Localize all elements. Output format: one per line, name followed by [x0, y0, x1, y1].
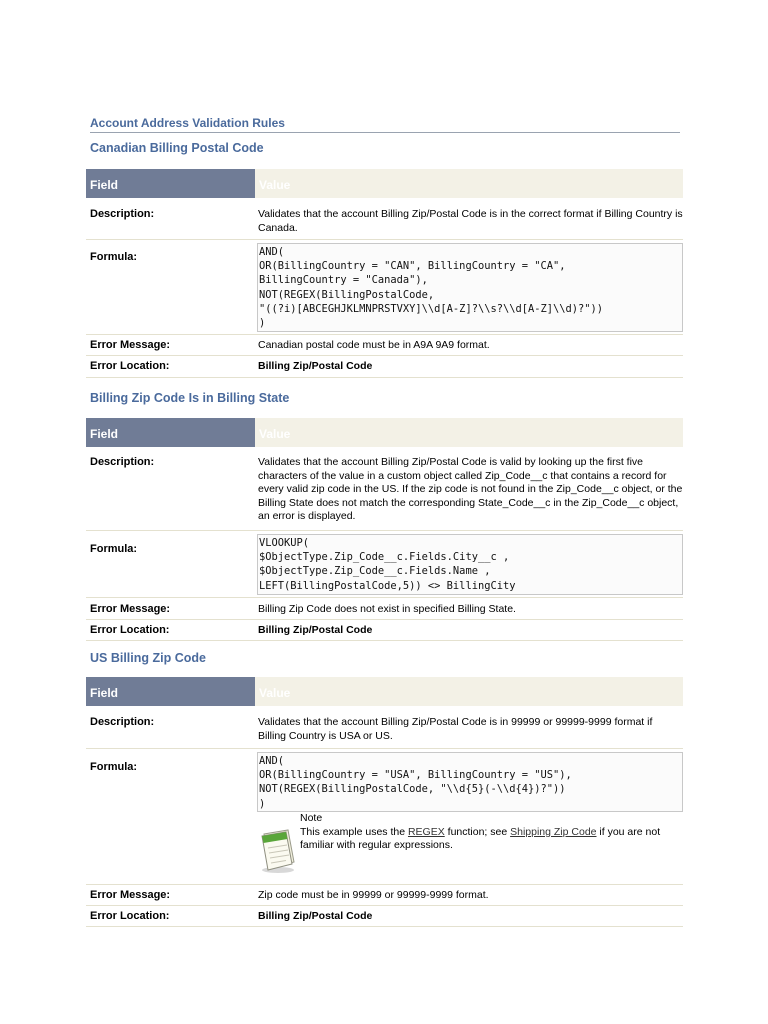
shipping-zip-code-link[interactable]: Shipping Zip Code: [510, 825, 597, 838]
error-message-value: Zip code must be in 99999 or 99999-9999 format.: [258, 889, 489, 901]
error-message-value: Canadian postal code must be in A9A 9A9 format.: [258, 339, 490, 351]
error-location-value: Billing Zip/Postal Code: [258, 910, 373, 922]
formula-label: Formula:: [90, 543, 138, 555]
table-row-formula: [86, 531, 683, 598]
rule-section-canadian-postal-code: [86, 141, 683, 378]
table-row-formula: [86, 240, 683, 335]
rule-section-us-zip-code: [86, 651, 683, 927]
description-value: Validates that the account Billing Zip/Postal Code is valid by looking up the first five characters of the value in a custom object called Zip_Code__c that contains a record for every valid zip code in the US. If the zip code is not found in the Zip_Code__c object, or the Billing State does not match the corresponding State_Code__c in the Zip_Code__c object, an error is displayed.: [258, 456, 683, 522]
description-label: Description:: [90, 456, 155, 468]
error-location-value: Billing Zip/Postal Code: [258, 624, 373, 636]
regex-link[interactable]: REGEX: [407, 825, 445, 838]
table-header: [86, 418, 683, 447]
table-row-error-location: [86, 620, 683, 641]
note-heading: Note: [300, 812, 323, 824]
error-location-label: Error Location:: [90, 624, 170, 636]
rule-title: Billing Zip Code Is in Billing State: [90, 391, 290, 405]
note-text-before: This example uses the: [300, 825, 408, 838]
header-value: Value: [255, 169, 683, 198]
table-row-description: [86, 447, 683, 531]
error-message-label: Error Message:: [90, 889, 171, 901]
table-header: [86, 169, 683, 198]
note-callout: [256, 812, 683, 880]
note-text: [300, 812, 680, 853]
description-label: Description:: [90, 208, 155, 220]
formula-label: Formula:: [90, 251, 138, 263]
note-text-after: if you are not familiar with regular expressions.: [300, 825, 661, 851]
error-message-value: Billing Zip Code does not exist in specified Billing State.: [258, 603, 516, 615]
table-row-error-location: [86, 906, 683, 927]
header-field: Field: [86, 418, 255, 447]
description-value: Validates that the account Billing Zip/Postal Code is in the correct format if Billing Country is Canada.: [258, 208, 683, 234]
formula-label: Formula:: [90, 761, 138, 773]
rule-title: US Billing Zip Code: [90, 651, 206, 665]
formula-code-block: VLOOKUP( $ObjectType.Zip_Code__c.Fields.City__c , $ObjectType.Zip_Code__c.Fields.Name , LEFT(BillingPostalCode,5)) <> BillingCity: [257, 534, 683, 595]
formula-code-block: AND( OR(BillingCountry = "USA", BillingCountry = "US"), NOT(REGEX(BillingPostalCode, "\\d{5}(-\\d{4})?")) ): [257, 752, 683, 812]
error-message-label: Error Message:: [90, 339, 171, 351]
table-row-formula: [86, 749, 683, 885]
table-row-error-location: [86, 356, 683, 378]
table-row-description: [86, 198, 683, 240]
table-row-description: [86, 706, 683, 749]
header-field: Field: [86, 677, 255, 706]
rule-title: Canadian Billing Postal Code: [90, 141, 264, 155]
formula-code-block: AND( OR(BillingCountry = "CAN", BillingCountry = "CA", BillingCountry = "Canada"), NOT(REGEX(BillingPostalCode, "((?i)[ABCEGHJKLMNPRSTVXY]\\d[A-Z]?\\s?\\d[A-Z]\\d)?")) ): [257, 243, 683, 332]
error-message-label: Error Message:: [90, 603, 171, 615]
error-location-label: Error Location:: [90, 360, 170, 372]
description-value: Validates that the account Billing Zip/Postal Code is in 99999 or 99999-9999 format if Billing Country is USA or US.: [258, 716, 653, 742]
note-text-mid: function; see: [444, 825, 511, 838]
error-location-label: Error Location:: [90, 910, 170, 922]
header-value: Value: [255, 677, 683, 706]
note-icon: [258, 824, 298, 874]
header-value: Value: [255, 418, 683, 447]
table-row-error-message: [86, 335, 683, 356]
table-header: [86, 677, 683, 706]
header-field: Field: [86, 169, 255, 198]
description-label: Description:: [90, 716, 155, 728]
rule-section-zip-in-state: [86, 391, 683, 641]
page-title: Account Address Validation Rules: [90, 116, 680, 133]
table-row-error-message: [86, 598, 683, 620]
error-location-value: Billing Zip/Postal Code: [258, 360, 373, 372]
table-row-error-message: [86, 885, 683, 906]
